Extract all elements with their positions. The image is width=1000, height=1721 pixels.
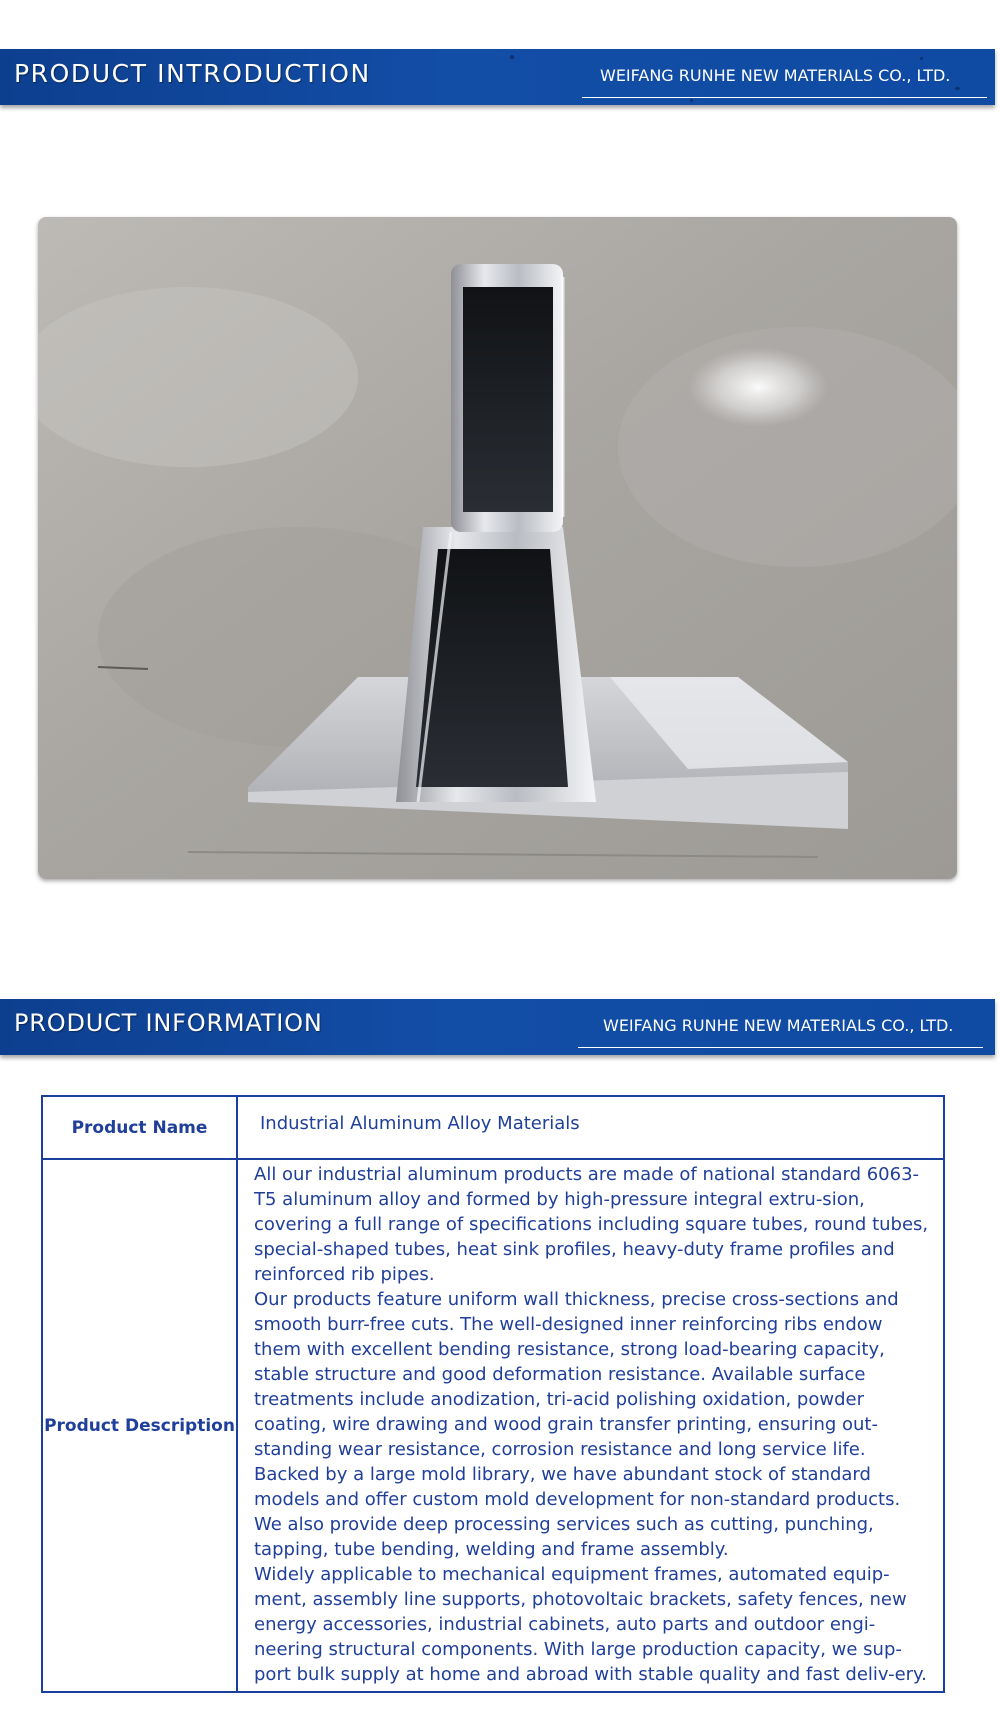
banner-texture <box>690 99 693 102</box>
company-name: WEIFANG RUNHE NEW MATERIALS CO., LTD. <box>600 66 951 85</box>
section-header-information <box>0 999 995 1055</box>
company-name: WEIFANG RUNHE NEW MATERIALS CO., LTD. <box>603 1016 954 1035</box>
description-paragraph: Widely applicable to mechanical equipment frames, automated equip-ment, assembly line supports, photovoltaic brackets, safety fences, new energy accessories, industrial cabinets, auto parts and outdoor engi-neering structural components. With large production capacity, we sup-port bulk supply at home and abroad with stable quality and fast deliv-ery. <box>254 1564 927 1685</box>
product-name-value: Industrial Aluminum Alloy Materials <box>237 1097 943 1159</box>
table-row <box>43 1097 943 1159</box>
product-description-value <box>237 1159 943 1691</box>
product-info-table <box>41 1095 945 1693</box>
banner-texture <box>510 55 514 59</box>
section-title: PRODUCT INFORMATION <box>14 1009 323 1037</box>
table-row <box>43 1159 943 1691</box>
banner-texture <box>955 87 960 90</box>
company-underline <box>582 97 987 98</box>
product-description-label: Product Description <box>43 1159 237 1691</box>
description-paragraph: Our products feature uniform wall thickness, precise cross-sections and smooth burr-free cuts. The well-designed inner reinforcing ribs endow them with excellent bending resistance, strong load-bearing capacity, stable structure and good deformation resistance. Available surface treatments include anodization, tri-acid polishing oxidation, powder coating, wire drawing and wood grain transfer printing, ensuring out-standing wear resistance, corrosion resistance and long service life. <box>254 1289 899 1460</box>
description-paragraph: Backed by a large mold library, we have abundant stock of standard models and offer custom mold development for non-standard products. We also provide deep processing services such as cutting, punching, tapping, tube bending, welding and frame assembly. <box>254 1464 901 1560</box>
company-underline <box>578 1047 983 1048</box>
product-photo <box>38 217 957 879</box>
description-paragraph: All our industrial aluminum products are made of national standard 6063-T5 aluminum alloy and formed by high-pressure integral extru-sion, covering a full range of specifications including square tubes, round tubes, special-shaped tubes, heat sink profiles, heavy-duty frame profiles and reinforced rib pipes. <box>254 1164 929 1285</box>
section-header-introduction <box>0 49 995 105</box>
banner-texture <box>920 57 923 60</box>
product-name-label: Product Name <box>43 1097 237 1159</box>
section-title: PRODUCT INTRODUCTION <box>14 59 371 88</box>
